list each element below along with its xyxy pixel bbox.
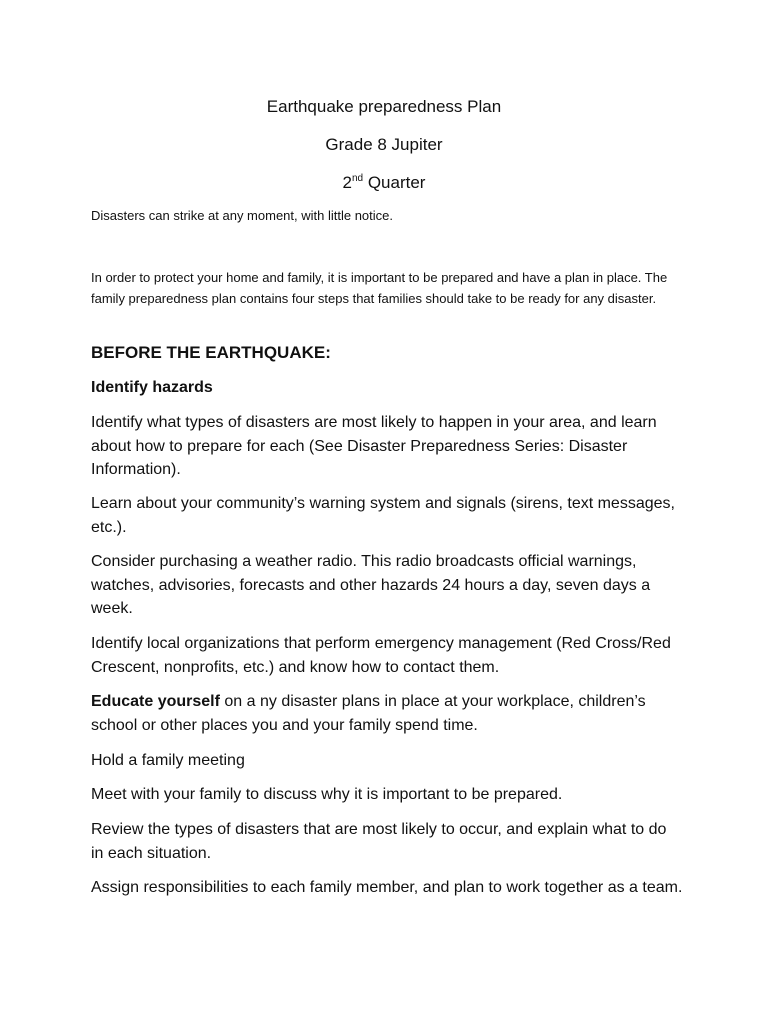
paragraph-assign-responsibilities: Assign responsibilities to each family member, and plan to work together as a team. (91, 879, 683, 896)
quarter-number: 2 (342, 173, 352, 192)
document-quarter (0, 172, 768, 194)
paragraph-warning-system: Learn about your community’s warning system and signals (sirens, text messages, etc.). (91, 495, 675, 536)
paragraph-local-organizations: Identify local organizations that perform emergency management (Red Cross/Red Crescent, nonprofits, etc.) and know how to contact them. (91, 635, 671, 676)
educate-yourself-bold: Educate yourself (91, 693, 220, 710)
document-grade: Grade 8 Jupiter (325, 135, 443, 154)
paragraph-educate-yourself (91, 690, 683, 737)
educate-yourself-rest: on a ny disaster plans in place at your workplace, children’s school or other places you and your family spend time. (91, 693, 646, 734)
quarter-ordinal-suffix: nd (351, 173, 364, 184)
paragraph-meet-family: Meet with your family to discuss why it is important to be prepared. (91, 786, 563, 803)
intro-sentence: Disasters can strike at any moment, with little notice. (91, 208, 394, 223)
section-heading: BEFORE THE EARTHQUAKE: (91, 343, 331, 362)
subheading-identify-hazards: Identify hazards (91, 379, 213, 396)
intro-paragraph: In order to protect your home and family, it is important to be prepared and have a plan in place. The family preparedness plan contains four steps that families should take to be ready for any disaster. (91, 270, 668, 306)
paragraph-review-disasters: Review the types of disasters that are most likely to occur, and explain what to do in each situation. (91, 821, 667, 862)
paragraph-family-meeting: Hold a family meeting (91, 752, 245, 769)
quarter-label: Quarter (363, 173, 426, 192)
paragraph-disaster-types: Identify what types of disasters are most likely to happen in your area, and learn about how to prepare for each (See Disaster Preparedness Series: Disaster Information). (91, 414, 657, 478)
paragraph-weather-radio: Consider purchasing a weather radio. This radio broadcasts official warnings, watches, advisories, forecasts and other hazards 24 hours a day, seven days a week. (91, 553, 651, 617)
document-title: Earthquake preparedness Plan (266, 97, 502, 116)
